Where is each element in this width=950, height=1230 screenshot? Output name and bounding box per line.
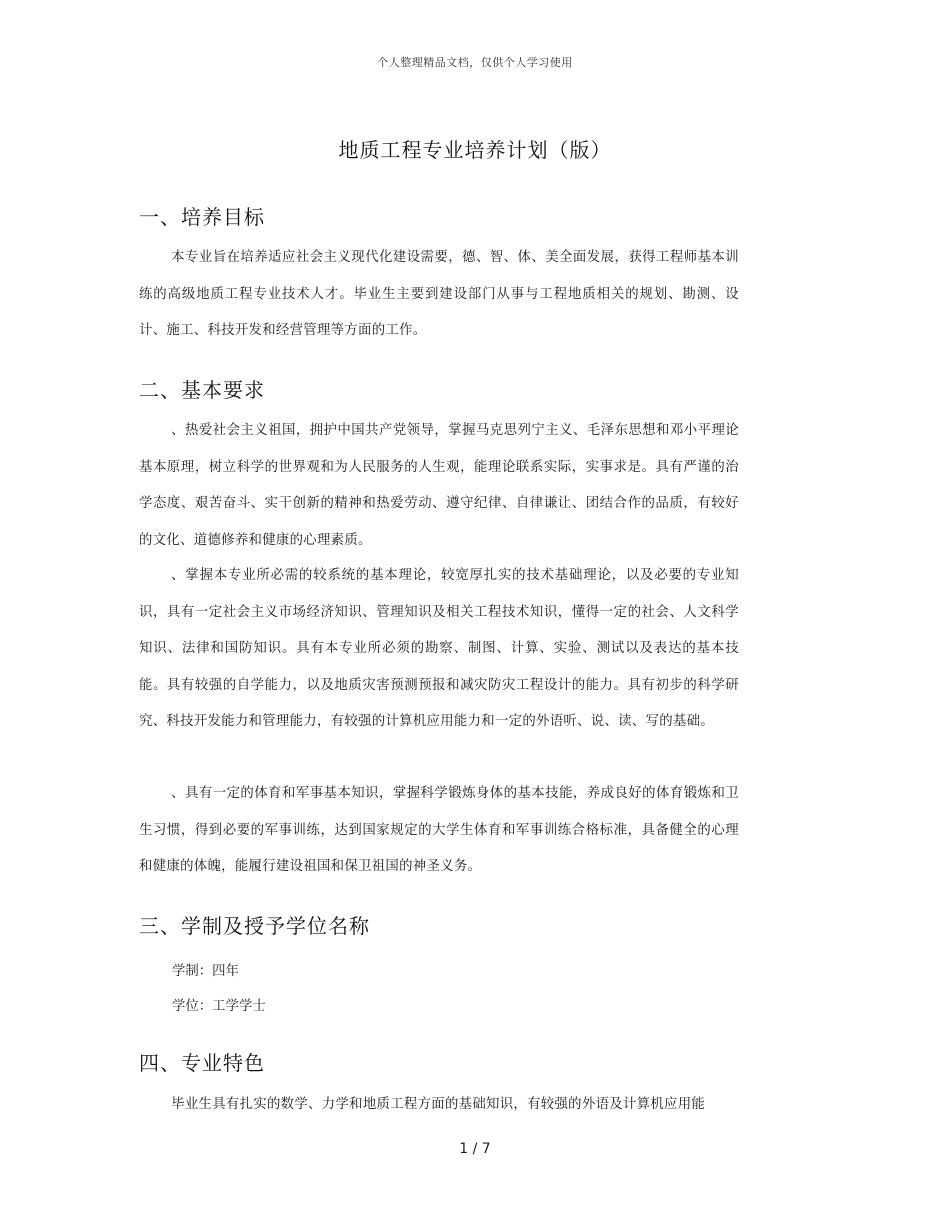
section-heading-goal: 一、培养目标: [139, 205, 265, 229]
paragraph-requirement-2: 、掌握本专业所必需的较系统的基本理论，较宽厚扎实的技术基础理论，以及必要的专业知识，具有一定社会主义市场经济知识、管理知识及相关工程技术知识，懂得一定的社会、人文科学知识、法律和国防知识。具有本专业所必须的勘察、制图、计算、实验、测试以及表达的基本技能。具有较强的自学能力，以及地质灾害预测预报和减灾防灾工程设计的能力。具有初步的科学研究、科技开发能力和管理能力，有较强的计算机应用能力和一定的外语听、说、读、写的基础。: [139, 568, 739, 729]
section-heading-requirements: 二、基本要求: [139, 378, 265, 402]
paragraph-features: 毕业生具有扎实的数学、力学和地质工程方面的基础知识，有较强的外语及计算机应用能: [171, 1097, 706, 1112]
header-note: 个人整理精品文档，仅供个人学习使用: [377, 56, 573, 69]
degree-name: 学位：工学学士: [172, 999, 266, 1014]
paragraph-requirement-1: 、热爱社会主义祖国，拥护中国共产党领导，掌握马克思列宁主义、毛泽东思想和邓小平理论基本原理，树立科学的世界观和为人民服务的人生观，能理论联系实际，实事求是。具有严谨的治学态度、艰苦奋斗、实干创新的精神和热爱劳动、遵守纪律、自律谦让、团结合作的品质，有较好的文化、道德修养和健康的心理素质。: [139, 423, 739, 548]
section-heading-degree: 三、学制及授予学位名称: [139, 914, 370, 938]
page-number: 1 / 7: [459, 1141, 491, 1157]
paragraph-requirement-3: 、具有一定的体育和军事基本知识，掌握科学锻炼身体的基本技能，养成良好的体育锻炼和卫生习惯，得到必要的军事训练，达到国家规定的大学生体育和军事训练合格标准，具备健全的心理和健康的体魄，能履行建设祖国和保卫祖国的神圣义务。: [139, 786, 739, 874]
paragraph-goal: 本专业旨在培养适应社会主义现代化建设需要，德、智、体、美全面发展，获得工程师基本训练的高级地质工程专业技术人才。毕业生主要到建设部门从事与工程地质相关的规划、勘测、设计、施工、科技开发和经营管理等方面的工作。: [139, 250, 739, 338]
degree-duration: 学制：四年: [172, 964, 239, 979]
section-heading-features: 四、专业特色: [139, 1051, 265, 1075]
document-title: 地质工程专业培养计划（版）: [338, 138, 612, 162]
